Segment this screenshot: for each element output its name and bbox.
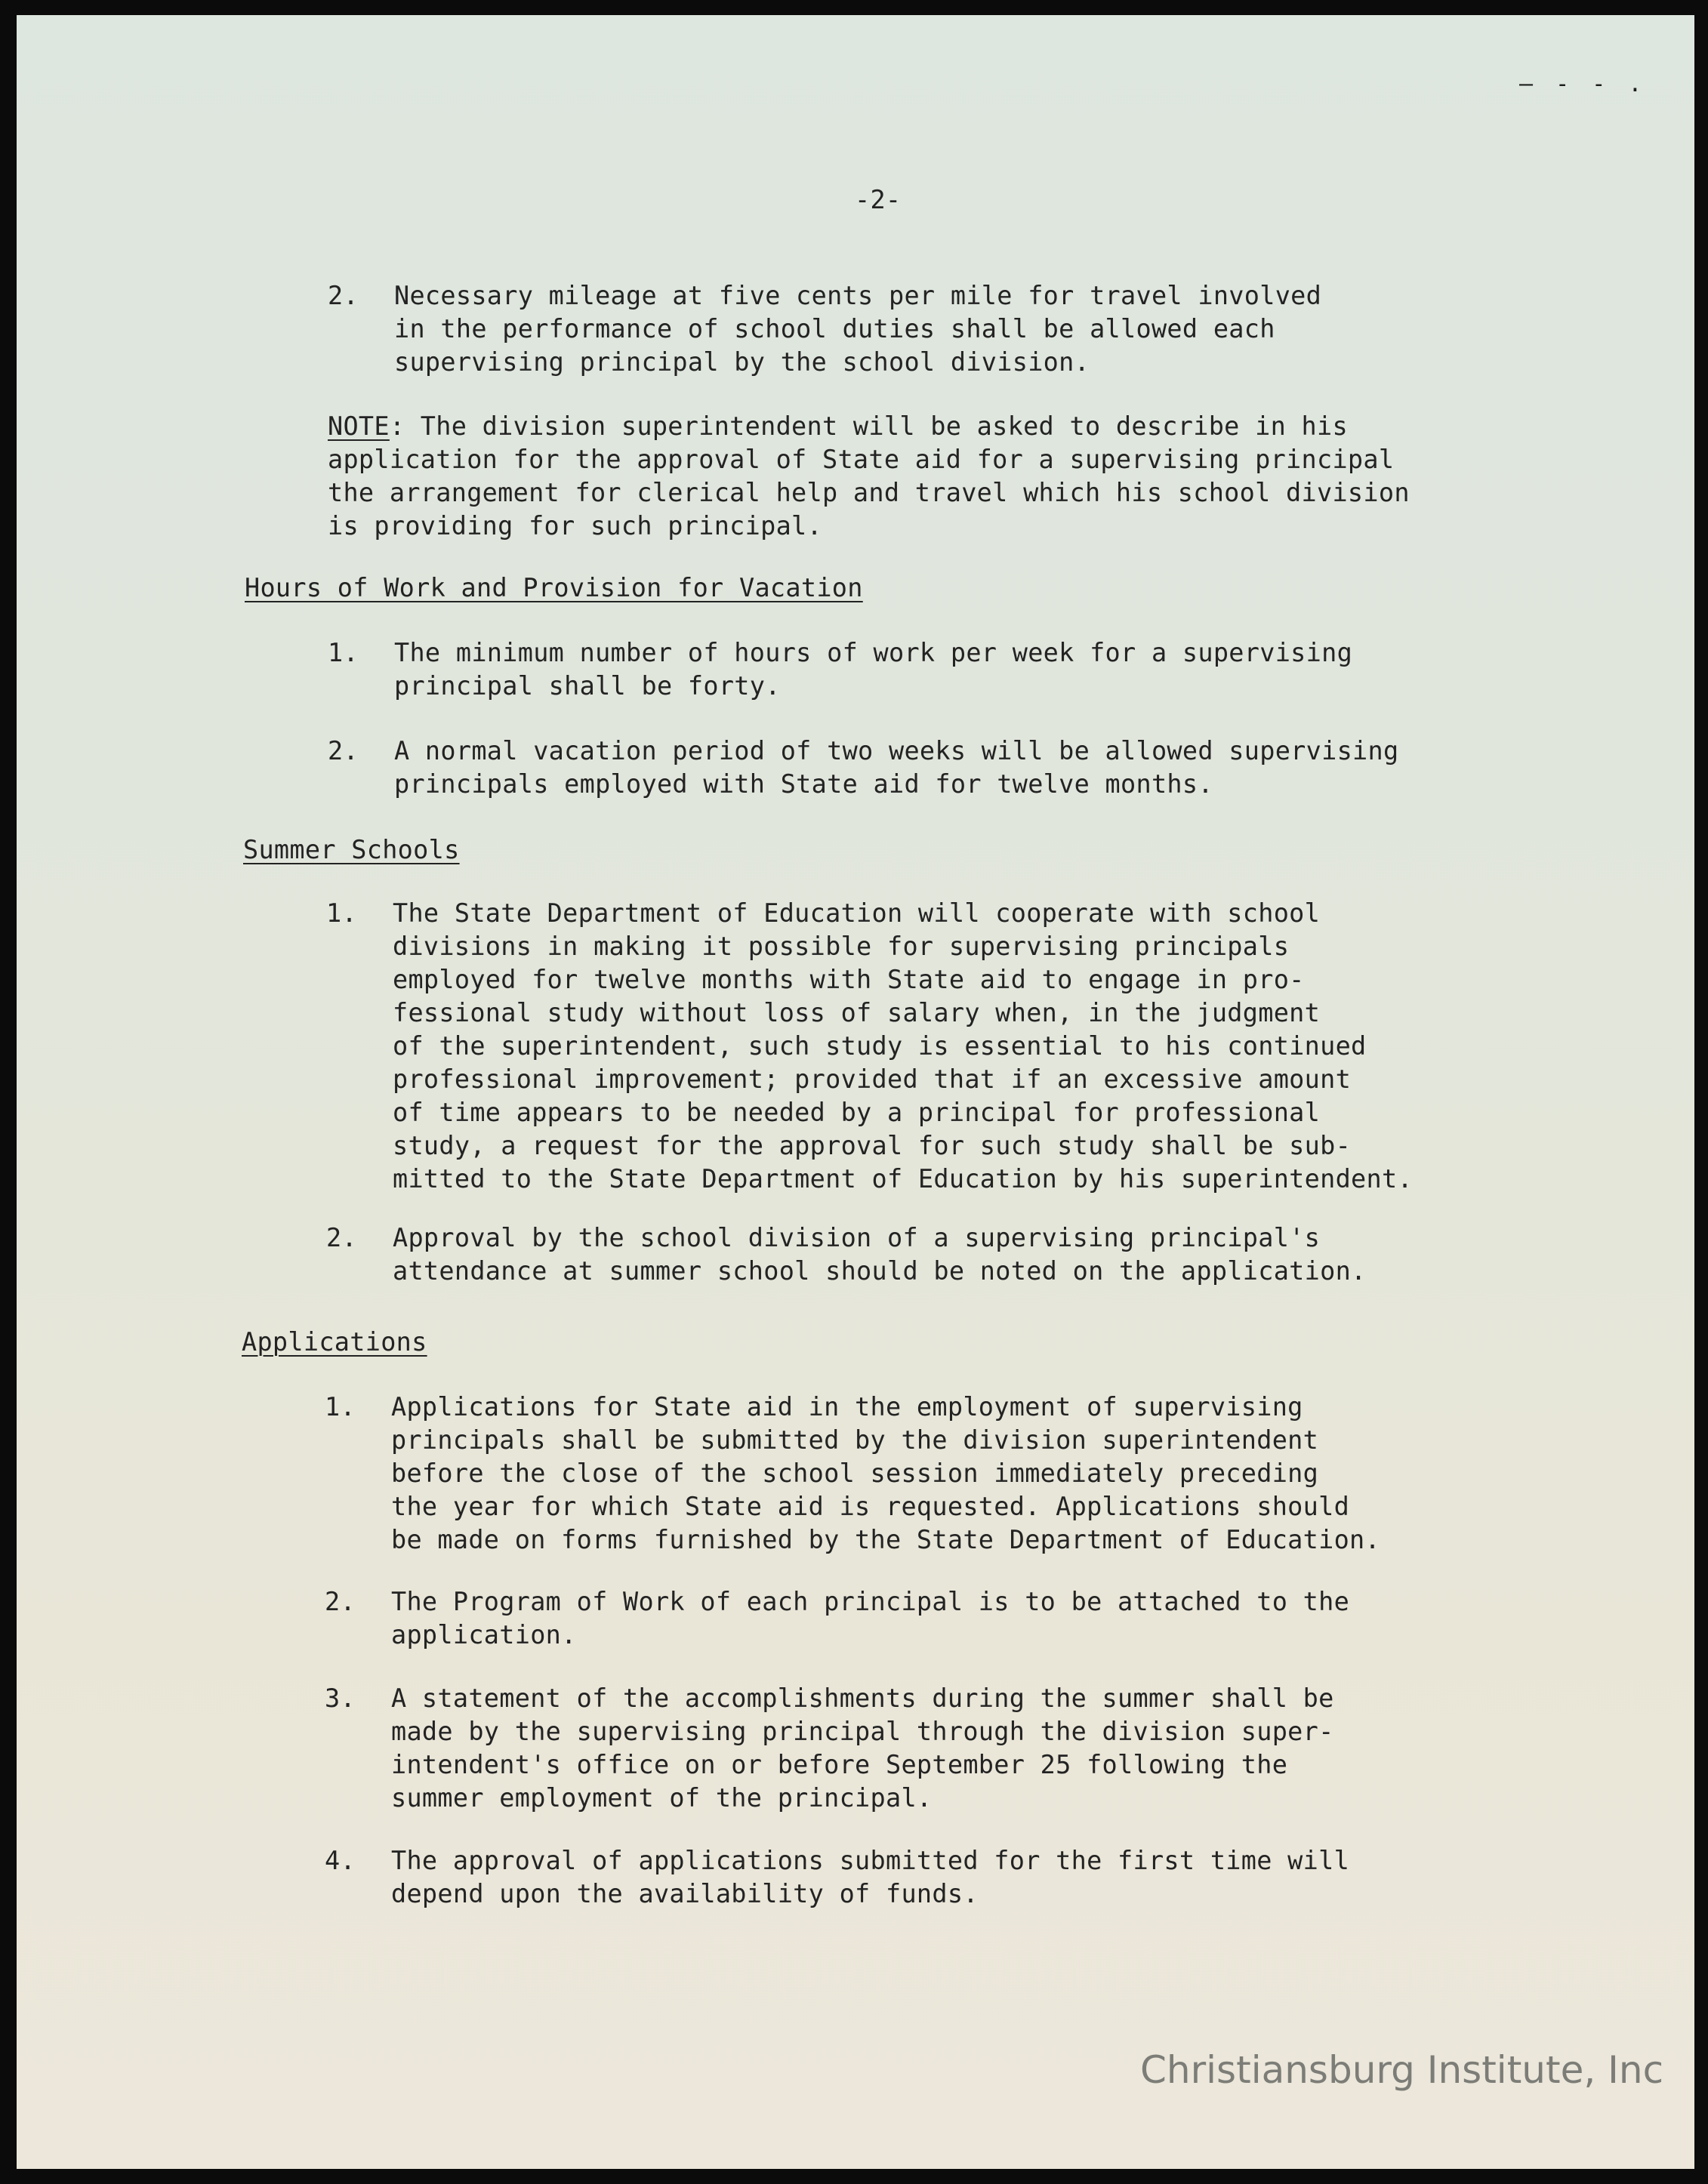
section-heading-applications: Applications xyxy=(242,1327,427,1357)
list-item xyxy=(328,279,1611,379)
section-heading-summer-schools: Summer Schools xyxy=(243,835,460,864)
item-number: 2. xyxy=(325,1587,356,1616)
list-item xyxy=(328,735,1672,801)
corner-marks: ‒ - - . xyxy=(1519,71,1647,97)
note-paragraph xyxy=(328,410,1672,543)
section-heading-hours-of-work: Hours of Work and Provision for Vacation xyxy=(245,573,863,602)
list-item xyxy=(326,897,1685,1196)
item-number: 1. xyxy=(328,638,359,667)
item-number: 3. xyxy=(325,1683,356,1713)
document-page xyxy=(17,15,1694,2169)
item-text: The minimum number of hours of work per week for a supervising principal shall be forty. xyxy=(394,638,1353,701)
item-text: A normal vacation period of two weeks will be allowed supervising principals employed with State aid for twelve months. xyxy=(394,736,1399,799)
item-number: 2. xyxy=(328,736,359,765)
item-number: 4. xyxy=(325,1846,356,1875)
item-text: Applications for State aid in the employment of supervising principals shall be submitted by the division superintendent before the close of the school session immediately preceding the year for which State aid is requested. Applications should be made on forms furnished by the State Department of Education. xyxy=(391,1392,1380,1554)
list-item xyxy=(325,1844,1684,1911)
watermark: Christiansburg Institute, Inc xyxy=(1140,2048,1664,2092)
item-text: The Program of Work of each principal is to be attached to the application. xyxy=(391,1587,1350,1650)
item-text: The State Department of Education will cooperate with school divisions in making it possible for supervising principals employed for twelve months with State aid to engage in pro- fessional study without loss of salary when, in the judgment of the superintendent, such study is essential to his continued professional improvement; provided that if an excessive amount of time appears to be needed by a principal for professional study, a request for the approval for such study shall be sub- mitted to the State Department of Education by his superintendent. xyxy=(393,898,1413,1194)
page-number: -2- xyxy=(855,185,902,214)
item-number: 2. xyxy=(326,1223,357,1252)
list-item xyxy=(326,1221,1685,1288)
item-number: 2. xyxy=(328,281,359,310)
item-number: 1. xyxy=(325,1392,356,1422)
item-text: The approval of applications submitted for the first time will depend upon the availability of funds. xyxy=(391,1846,1350,1908)
item-number: 1. xyxy=(326,898,357,928)
list-item xyxy=(328,636,1672,703)
list-item xyxy=(325,1682,1684,1815)
note-text: : The division superintendent will be asked to describe in his application for the approval of State aid for a supervising principal the arrangement for clerical help and travel which his school division is providing for such principal. xyxy=(328,411,1410,541)
list-item xyxy=(325,1391,1684,1557)
list-item xyxy=(325,1585,1684,1652)
item-text: A statement of the accomplishments during the summer shall be made by the supervising principal through the division super- intendent's office on or before September 25 following the summer employment of the principal. xyxy=(391,1683,1334,1813)
note-label: NOTE xyxy=(328,411,390,441)
item-text: Approval by the school division of a supervising principal's attendance at summer school should be noted on the application. xyxy=(393,1223,1367,1286)
item-text: Necessary mileage at five cents per mile for travel involved in the performance of school duties shall be allowed each supervising principal by the school division. xyxy=(394,281,1322,377)
